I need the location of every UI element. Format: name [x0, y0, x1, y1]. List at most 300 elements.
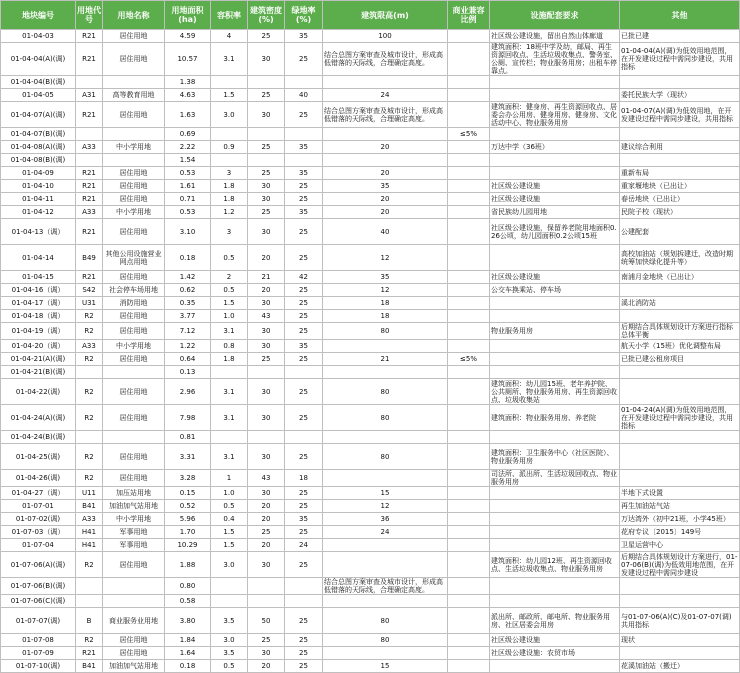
table-cell	[323, 539, 448, 552]
table-cell: 01-04-26(调)	[1, 470, 76, 487]
table-cell: 1.63	[165, 102, 211, 128]
table-cell	[620, 444, 740, 470]
table-cell: 1.61	[165, 180, 211, 193]
table-cell: 派出所、邮政所、邮电所、物业服务用房、社区居委会用房	[490, 608, 620, 634]
table-row	[1, 526, 740, 539]
table-cell: 4.59	[165, 30, 211, 43]
table-cell: 居住用地	[103, 219, 165, 245]
table-cell: 25	[285, 297, 323, 310]
table-cell: 建筑面积：幼儿园15班、老年养护院、公共厕所、物业服务用房、再生资源回收点、垃圾收集站	[490, 379, 620, 405]
table-cell: 居住用地	[103, 180, 165, 193]
table-cell: 01-04-04(A)(调)为低效用地范围，在开发建设过程中需同步建设，共用指标	[620, 43, 740, 76]
table-cell: 01-04-19（调）	[1, 323, 76, 340]
table-row	[1, 552, 740, 578]
table-cell: R2	[76, 634, 103, 647]
table-cell: 35	[285, 141, 323, 154]
table-cell: R21	[76, 30, 103, 43]
table-cell: 01-07-06(A)(调)	[1, 552, 76, 578]
table-cell: 居住用地	[103, 405, 165, 431]
table-cell: 0.5	[211, 500, 248, 513]
table-cell: 25	[285, 193, 323, 206]
table-cell: 25	[285, 180, 323, 193]
table-cell: 1.64	[165, 647, 211, 660]
table-cell: 0.5	[211, 660, 248, 673]
table-cell	[448, 89, 490, 102]
table-cell: 2	[211, 271, 248, 284]
table-cell	[620, 431, 740, 444]
table-cell: 01-07-06(B)(调)	[1, 578, 76, 595]
table-cell	[448, 340, 490, 353]
table-cell: A33	[76, 141, 103, 154]
table-cell: 花府专议〔2015〕149号	[620, 526, 740, 539]
table-cell: 25	[285, 552, 323, 578]
table-cell	[490, 167, 620, 180]
table-cell: 01-04-18（调）	[1, 310, 76, 323]
table-cell: 再生加油站气站	[620, 500, 740, 513]
table-cell: 居住用地	[103, 323, 165, 340]
table-cell: 军事用地	[103, 526, 165, 539]
table-cell: 30	[248, 297, 285, 310]
table-cell	[103, 128, 165, 141]
table-cell: 01-04-04(B)(调)	[1, 76, 76, 89]
table-cell	[620, 647, 740, 660]
table-cell: 20	[248, 660, 285, 673]
table-cell: R21	[76, 271, 103, 284]
table-row	[1, 500, 740, 513]
table-row	[1, 379, 740, 405]
table-cell	[285, 431, 323, 444]
column-header: 用地代号	[76, 1, 103, 30]
table-cell	[490, 431, 620, 444]
table-cell: A33	[76, 340, 103, 353]
table-cell	[448, 552, 490, 578]
table-cell: 25	[285, 444, 323, 470]
table-cell: B	[76, 608, 103, 634]
table-cell: 30	[248, 323, 285, 340]
table-cell: 25	[285, 43, 323, 76]
table-cell: 3.0	[211, 552, 248, 578]
table-cell	[76, 578, 103, 595]
table-row	[1, 167, 740, 180]
table-cell: 30	[248, 219, 285, 245]
table-cell: 36	[323, 513, 448, 526]
table-cell: 3.5	[211, 608, 248, 634]
table-cell	[211, 154, 248, 167]
table-cell	[448, 539, 490, 552]
table-cell: 建议综合利用	[620, 141, 740, 154]
table-cell: ≤5%	[448, 353, 490, 366]
table-cell	[490, 660, 620, 673]
table-cell: 15	[323, 487, 448, 500]
table-cell: 01-07-09	[1, 647, 76, 660]
table-cell	[285, 154, 323, 167]
table-cell: 已批已建	[620, 30, 740, 43]
table-cell: 80	[323, 608, 448, 634]
table-cell	[490, 500, 620, 513]
table-cell: 25	[285, 102, 323, 128]
table-cell: 01-04-22(调)	[1, 379, 76, 405]
table-cell: 24	[323, 526, 448, 539]
table-cell: 01-04-11	[1, 193, 76, 206]
table-cell: 1.38	[165, 76, 211, 89]
table-cell: 3.1	[211, 444, 248, 470]
table-row	[1, 470, 740, 487]
table-cell	[323, 431, 448, 444]
table-cell: 1.8	[211, 193, 248, 206]
table-row	[1, 30, 740, 43]
table-cell: R2	[76, 310, 103, 323]
table-row	[1, 513, 740, 526]
table-cell: 1	[211, 470, 248, 487]
table-cell: 1.84	[165, 634, 211, 647]
table-cell	[103, 578, 165, 595]
table-cell: 42	[285, 271, 323, 284]
table-cell: 省民族幼儿园用地	[490, 206, 620, 219]
table-cell	[323, 552, 448, 578]
table-cell	[448, 30, 490, 43]
table-cell: 3	[211, 167, 248, 180]
table-cell: 建筑面积：健身房、再生资源回收点、居委会办公用房、健身用房、健身房、文化活动中心、物业服务用房	[490, 102, 620, 128]
table-cell: 2.22	[165, 141, 211, 154]
table-cell	[448, 405, 490, 431]
table-cell: 7.98	[165, 405, 211, 431]
table-cell: 43	[248, 470, 285, 487]
table-cell: 加油加气站用地	[103, 660, 165, 673]
table-cell	[448, 595, 490, 608]
table-cell: 25	[285, 634, 323, 647]
table-cell: 现状	[620, 634, 740, 647]
table-cell: 25	[248, 141, 285, 154]
table-cell: 100	[323, 30, 448, 43]
table-cell: 居住用地	[103, 552, 165, 578]
table-cell: R2	[76, 552, 103, 578]
table-cell: 后期结合具体规划设计方案进行，01-07-06(B)(调)为低效用地范围，在开发建设过程中需同步建设	[620, 552, 740, 578]
table-cell	[448, 43, 490, 76]
table-cell: 1.22	[165, 340, 211, 353]
column-header: 容积率	[211, 1, 248, 30]
table-cell: 12	[323, 284, 448, 297]
table-cell: 民院子校（现状）	[620, 206, 740, 219]
table-cell: 居住用地	[103, 271, 165, 284]
table-cell: 0.4	[211, 513, 248, 526]
table-cell: 80	[323, 405, 448, 431]
table-cell	[448, 102, 490, 128]
column-header: 设施配套要求	[490, 1, 620, 30]
table-cell: 居住用地	[103, 353, 165, 366]
table-cell: 社区级公建设施	[490, 634, 620, 647]
table-cell	[248, 366, 285, 379]
table-cell	[285, 595, 323, 608]
table-cell: 居住用地	[103, 193, 165, 206]
table-cell: 0.8	[211, 340, 248, 353]
table-cell	[490, 578, 620, 595]
table-cell: 10.29	[165, 539, 211, 552]
table-cell	[448, 366, 490, 379]
table-cell	[103, 431, 165, 444]
table-cell: 建筑面积：卫生服务中心（社区医院）、物业服务用房	[490, 444, 620, 470]
table-cell	[620, 578, 740, 595]
column-header: 其他	[620, 1, 740, 30]
table-row	[1, 487, 740, 500]
table-cell: R2	[76, 379, 103, 405]
table-cell	[490, 340, 620, 353]
table-cell: 01-04-25(调)	[1, 444, 76, 470]
table-cell	[490, 76, 620, 89]
table-cell: 01-07-07(调)	[1, 608, 76, 634]
table-cell	[285, 366, 323, 379]
table-row	[1, 431, 740, 444]
table-cell: 3.31	[165, 444, 211, 470]
table-cell: 结合总图方案审查及城市设计，形成高低错落的天际线，合理确定高度。	[323, 102, 448, 128]
table-row	[1, 193, 740, 206]
table-cell: 居住用地	[103, 30, 165, 43]
table-cell: 35	[323, 180, 448, 193]
table-row	[1, 444, 740, 470]
table-cell: 35	[285, 167, 323, 180]
table-cell: 3.1	[211, 379, 248, 405]
table-cell: 01-04-21(B)(调)	[1, 366, 76, 379]
table-cell	[323, 647, 448, 660]
table-cell	[448, 513, 490, 526]
table-cell: 25	[248, 634, 285, 647]
table-cell: 01-07-02(调)	[1, 513, 76, 526]
table-cell: 社区级公建设施：农贸市场	[490, 647, 620, 660]
table-cell: 3.28	[165, 470, 211, 487]
table-cell	[103, 366, 165, 379]
table-cell: R21	[76, 193, 103, 206]
table-cell: 1.70	[165, 526, 211, 539]
table-cell: 5.96	[165, 513, 211, 526]
table-cell: 25	[248, 167, 285, 180]
table-cell	[323, 595, 448, 608]
table-cell	[103, 154, 165, 167]
table-cell: 0.64	[165, 353, 211, 366]
table-row	[1, 405, 740, 431]
table-cell: 3.80	[165, 608, 211, 634]
table-cell	[448, 634, 490, 647]
table-cell: 30	[248, 193, 285, 206]
table-cell: 01-04-04(A)(调)	[1, 43, 76, 76]
table-cell: 40	[323, 219, 448, 245]
table-cell: 35	[285, 340, 323, 353]
table-cell: 春岳地块（已出让）	[620, 193, 740, 206]
table-cell: 21	[323, 353, 448, 366]
table-cell: 20	[248, 513, 285, 526]
table-cell	[448, 284, 490, 297]
table-cell: 24	[285, 539, 323, 552]
table-cell: 建筑面积：幼儿园12班、再生资源回收点、生活垃圾收集点、物业服务用房	[490, 552, 620, 578]
table-cell: 25	[285, 660, 323, 673]
table-cell: H41	[76, 526, 103, 539]
table-cell: B49	[76, 245, 103, 271]
table-cell: 7.12	[165, 323, 211, 340]
table-cell	[448, 379, 490, 405]
table-cell: 25	[285, 310, 323, 323]
table-cell	[76, 128, 103, 141]
table-cell: 18	[323, 297, 448, 310]
table-row	[1, 297, 740, 310]
table-cell	[248, 76, 285, 89]
table-cell: 30	[248, 487, 285, 500]
table-cell: 10.57	[165, 43, 211, 76]
table-cell: R2	[76, 353, 103, 366]
table-cell: 社区级公建设施	[490, 193, 620, 206]
table-cell: 居住用地	[103, 444, 165, 470]
table-cell: 25	[285, 647, 323, 660]
table-cell	[448, 310, 490, 323]
table-cell: 25	[248, 353, 285, 366]
table-cell: A31	[76, 89, 103, 102]
table-row	[1, 310, 740, 323]
table-cell: R21	[76, 219, 103, 245]
table-cell: 0.71	[165, 193, 211, 206]
table-cell: 结合总图方案审查及城市设计，形成高低错落的天际线，合理确定高度。	[323, 43, 448, 76]
table-cell: 25	[285, 487, 323, 500]
table-cell: 0.81	[165, 431, 211, 444]
table-cell: 居住用地	[103, 167, 165, 180]
table-cell: U31	[76, 297, 103, 310]
table-cell: 25	[248, 30, 285, 43]
table-row	[1, 180, 740, 193]
table-cell: 25	[285, 284, 323, 297]
table-cell: 居住用地	[103, 634, 165, 647]
table-cell	[490, 154, 620, 167]
column-header: 绿地率(%)	[285, 1, 323, 30]
table-cell	[490, 310, 620, 323]
table-cell	[448, 526, 490, 539]
table-cell: 4	[211, 30, 248, 43]
table-cell: 1.42	[165, 271, 211, 284]
table-cell: 中小学用地	[103, 340, 165, 353]
column-header: 建筑密度(%)	[248, 1, 285, 30]
table-cell: 1.0	[211, 487, 248, 500]
table-cell: 1.88	[165, 552, 211, 578]
table-cell: S42	[76, 284, 103, 297]
table-cell: 3.10	[165, 219, 211, 245]
table-row	[1, 271, 740, 284]
table-cell	[490, 366, 620, 379]
table-cell	[248, 431, 285, 444]
table-cell: 公交车换乘站、停车场	[490, 284, 620, 297]
table-cell: 30	[248, 340, 285, 353]
table-cell: 居住用地	[103, 310, 165, 323]
table-cell	[448, 431, 490, 444]
table-cell	[448, 167, 490, 180]
table-cell: 25	[285, 379, 323, 405]
table-cell: 卫星运营中心	[620, 539, 740, 552]
table-cell: 0.69	[165, 128, 211, 141]
table-cell: 0.5	[211, 284, 248, 297]
table-cell: 重新布局	[620, 167, 740, 180]
table-cell: 加压站用地	[103, 487, 165, 500]
table-cell: 20	[248, 284, 285, 297]
table-row	[1, 578, 740, 595]
table-cell: 3.0	[211, 102, 248, 128]
table-cell: 24	[323, 89, 448, 102]
table-cell: 司法所、派出所、生活垃圾回收点、物业服务用房	[490, 470, 620, 487]
table-cell	[285, 128, 323, 141]
column-header: 商业兼容比例	[448, 1, 490, 30]
table-cell: 1.0	[211, 310, 248, 323]
table-row	[1, 245, 740, 271]
table-cell: 30	[248, 180, 285, 193]
table-cell	[620, 154, 740, 167]
table-cell: 25	[248, 206, 285, 219]
table-cell: 25	[285, 500, 323, 513]
table-cell: 50	[248, 608, 285, 634]
table-cell: 01-04-16（调）	[1, 284, 76, 297]
table-cell	[76, 154, 103, 167]
table-row	[1, 206, 740, 219]
table-cell: 南浦月金地块（已出让）	[620, 271, 740, 284]
table-cell	[490, 526, 620, 539]
table-cell	[211, 76, 248, 89]
table-cell: 0.62	[165, 284, 211, 297]
table-cell: 中小学用地	[103, 206, 165, 219]
table-cell: 消防用地	[103, 297, 165, 310]
table-cell: 0.58	[165, 595, 211, 608]
table-cell: 万达中学（36班）	[490, 141, 620, 154]
table-cell: 01-04-17（调）	[1, 297, 76, 310]
table-cell: R21	[76, 180, 103, 193]
table-cell: 01-04-21(A)(调)	[1, 353, 76, 366]
table-cell	[285, 76, 323, 89]
table-row	[1, 43, 740, 76]
table-cell: 1.5	[211, 526, 248, 539]
table-cell	[448, 180, 490, 193]
table-cell	[248, 578, 285, 595]
table-cell: R21	[76, 102, 103, 128]
table-cell: 1.5	[211, 297, 248, 310]
table-cell: 01-04-15	[1, 271, 76, 284]
table-cell: 中小学用地	[103, 513, 165, 526]
table-cell: 30	[248, 647, 285, 660]
table-cell	[448, 297, 490, 310]
table-cell: 0.9	[211, 141, 248, 154]
table-cell	[448, 470, 490, 487]
table-cell	[76, 366, 103, 379]
table-cell: 花溪加油站（搬迁）	[620, 660, 740, 673]
table-cell: 居住用地	[103, 379, 165, 405]
table-cell: B41	[76, 500, 103, 513]
table-cell: 0.80	[165, 578, 211, 595]
table-cell	[323, 128, 448, 141]
table-cell: 20	[248, 500, 285, 513]
table-cell	[620, 366, 740, 379]
table-cell: 0.52	[165, 500, 211, 513]
table-row	[1, 89, 740, 102]
table-cell: 35	[285, 30, 323, 43]
table-cell: 社区级公建设施，保留养老院用地面积0.26公顷，幼儿园面积0.2公顷15班	[490, 219, 620, 245]
table-cell: 20	[323, 141, 448, 154]
table-cell: 1.8	[211, 180, 248, 193]
table-cell: 30	[248, 444, 285, 470]
table-cell: 01-04-03	[1, 30, 76, 43]
table-cell	[211, 595, 248, 608]
table-cell	[211, 366, 248, 379]
table-cell	[448, 608, 490, 634]
table-cell	[490, 128, 620, 141]
table-cell	[448, 193, 490, 206]
table-cell	[285, 578, 323, 595]
table-cell: 01-04-09	[1, 167, 76, 180]
table-cell: 3.0	[211, 634, 248, 647]
table-cell	[490, 353, 620, 366]
table-cell: 3.1	[211, 43, 248, 76]
table-cell	[448, 141, 490, 154]
table-cell: R21	[76, 43, 103, 76]
table-cell: 01-04-10	[1, 180, 76, 193]
